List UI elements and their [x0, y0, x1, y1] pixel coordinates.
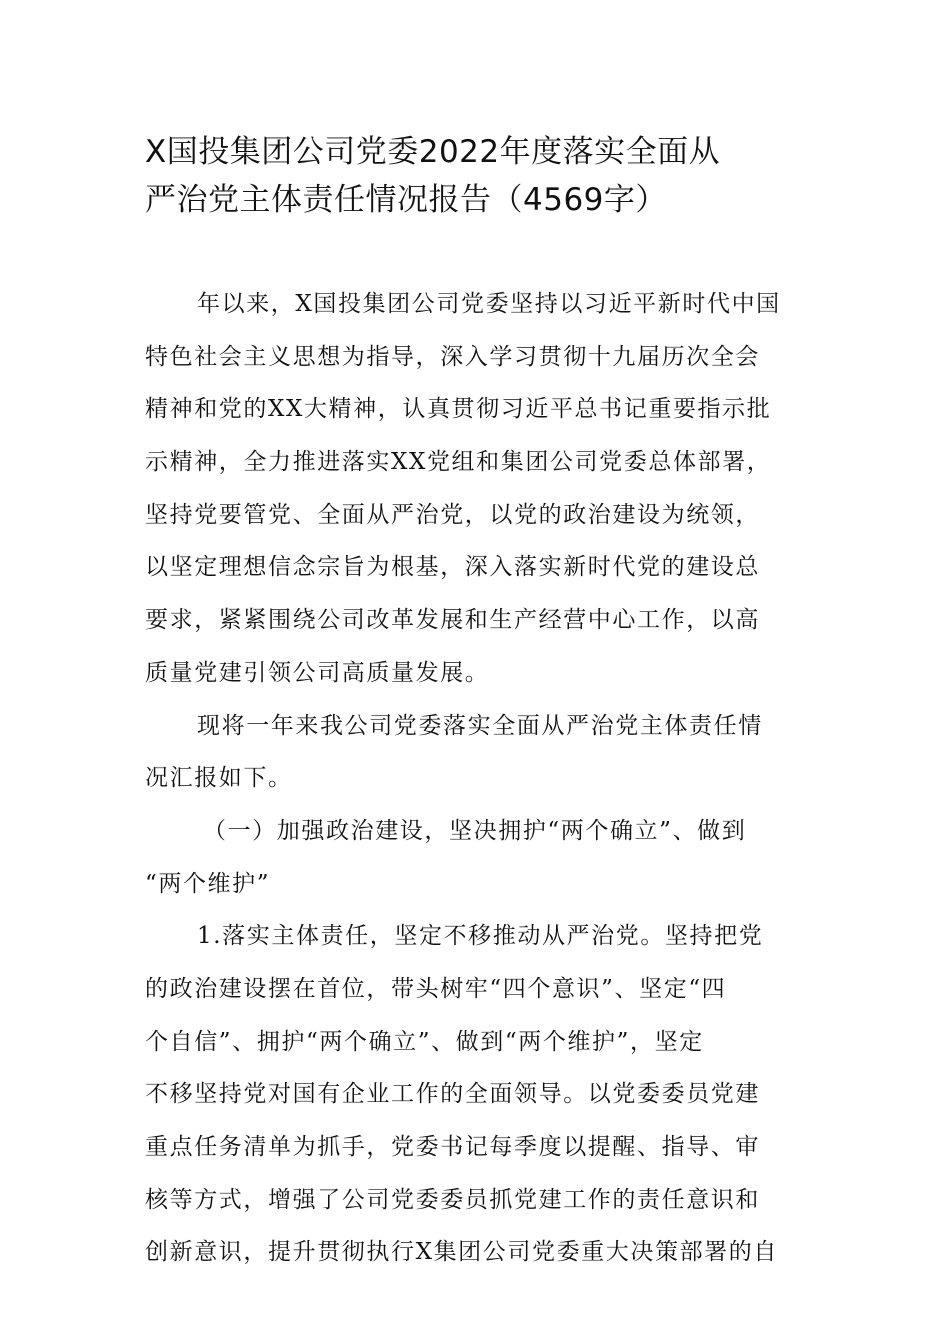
document-body [145, 278, 810, 1279]
paragraph-1-line: 坚持党要管党、全面从严治党，以党的政治建设为统领， [145, 501, 760, 528]
paragraph-1-line: 质量党建引领公司高质量发展。 [145, 659, 490, 686]
paragraph-1-line: 以坚定理想信念宗旨为根基，深入落实新时代党的建设总 [145, 554, 760, 581]
paragraph-3-line: 创新意识，提升贯彻执行X集团公司党委重大决策部署的自 [145, 1239, 778, 1266]
paragraph-1-line: 要求，紧紧围绕公司改革发展和生产经营中心工作，以高 [145, 607, 760, 634]
paragraph-1-line: 特色社会主义思想为指导，深入学习贯彻十九届历次全会 [145, 343, 760, 370]
section-heading-line: （一）加强政治建设，坚决拥护“两个确立”、做到 [203, 817, 747, 844]
section-heading-line: “两个维护” [145, 870, 271, 897]
paragraph-3-line: 1.落实主体责任，坚定不移推动从严治党。坚持把党 [197, 923, 764, 950]
paragraph-1-line: 示精神，全力推进落实XX党组和集团公司党委总体部署， [145, 449, 772, 476]
paragraph-2-line: 况汇报如下。 [145, 765, 293, 792]
title-line: X国投集团公司党委2022年度落实全面从 [145, 134, 721, 170]
title-line: 严治党主体责任情况报告（4569字） [145, 182, 667, 218]
paragraph-3-line: 的政治建设摆在首位，带头树牢“四个意识”、坚定“四 [145, 975, 727, 1002]
paragraph-3-line: 不移坚持党对国有企业工作的全面领导。以党委委员党建 [145, 1081, 760, 1108]
paragraph-2-line: 现将一年来我公司党委落实全面从严治党主体责任情 [197, 712, 763, 739]
paragraph-1-line: 精神和党的XX大精神，认真贯彻习近平总书记重要指示批 [145, 396, 772, 423]
document-title [145, 128, 815, 224]
paragraph-1-line: 年以来，X国投集团公司党委坚持以习近平新时代中国 [197, 291, 781, 317]
paragraph-3-line: 个自信”、拥护“两个确立”、做到“两个维护”，坚定 [145, 1028, 704, 1055]
paragraph-3-line: 重点任务清单为抓手，党委书记每季度以提醒、指导、审 [145, 1134, 760, 1160]
paragraph-3-line: 核等方式，增强了公司党委委员抓党建工作的责任意识和 [145, 1186, 760, 1213]
